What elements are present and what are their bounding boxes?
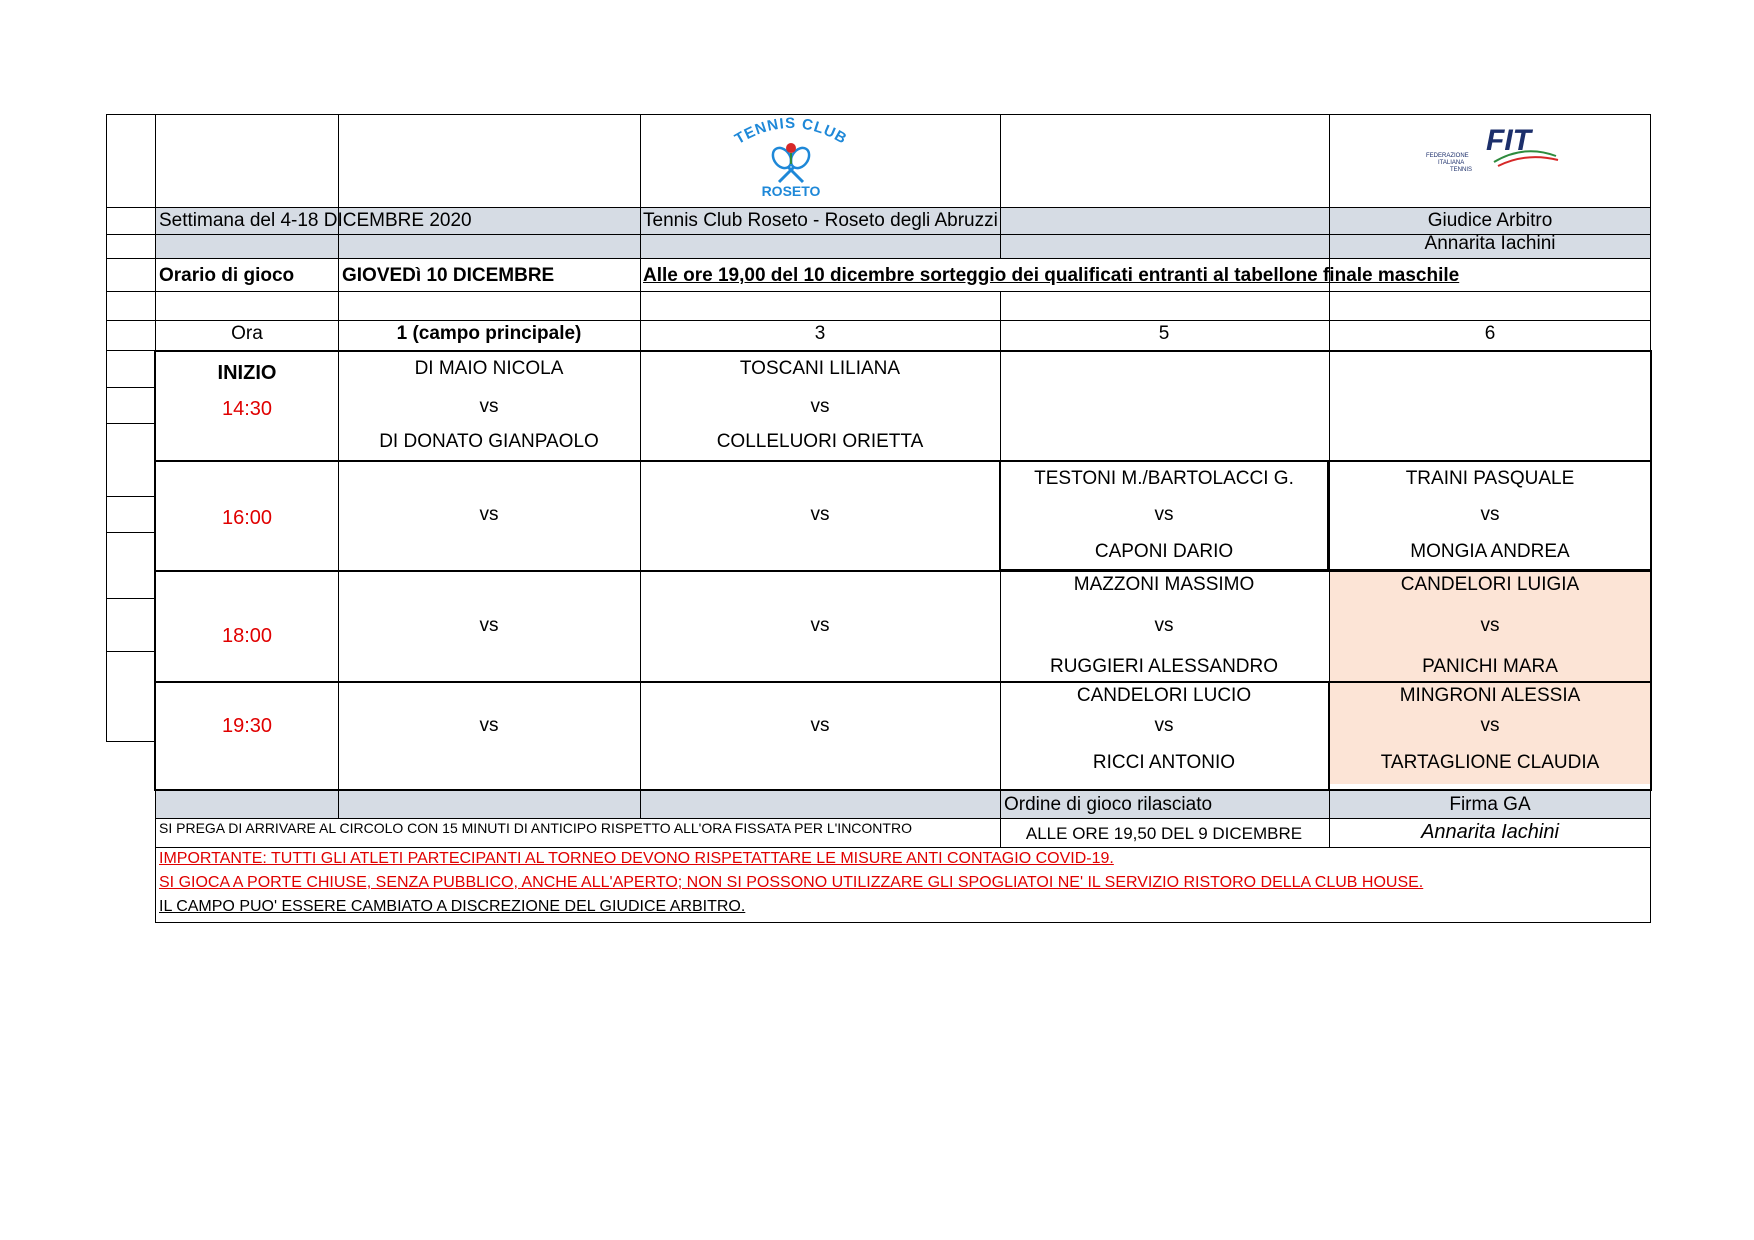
player-1: MINGRONI ALESSIA <box>1399 685 1581 706</box>
start-label: INIZIO <box>217 362 277 384</box>
player-1: CANDELORI LUCIO <box>1076 685 1252 706</box>
week-label: Settimana del 4-18 DICEMBRE 2020 <box>159 210 472 231</box>
player-2: CAPONI DARIO <box>1094 541 1234 562</box>
player-1: DI MAIO NICOLA <box>414 358 564 379</box>
vs-label: vs <box>1480 615 1500 636</box>
player-1: TOSCANI LILIANA <box>739 358 901 379</box>
covid-notice: IMPORTANTE: TUTTI GLI ATLETI PARTECIPANTI AL TORNEO DEVONO RISPETATTARE LE MISURE ANTI CONTAGIO COVID-19. <box>159 850 1114 867</box>
slot-time: 18:00 <box>221 625 273 647</box>
vs-label: vs <box>479 715 499 736</box>
svg-text:TENNIS: TENNIS <box>1450 167 1473 173</box>
player-2: PANICHI MARA <box>1422 656 1558 677</box>
col-header-time: Ora <box>231 323 263 344</box>
vs-label: vs <box>810 396 830 417</box>
judge-title: Giudice Arbitro <box>1427 210 1553 231</box>
player-1: MAZZONI MASSIMO <box>1073 574 1255 595</box>
player-1: CANDELORI LUIGIA <box>1400 574 1580 595</box>
judge-name: Annarita Iachini <box>1424 233 1556 254</box>
col-header-court6: 6 <box>1484 323 1496 344</box>
svg-text:FIT: FIT <box>1486 124 1531 157</box>
order-issued-time: ALLE ORE 19,50 DEL 9 DICEMBRE <box>1025 824 1303 843</box>
play-day: GIOVEDì 10 DICEMBRE <box>342 265 555 286</box>
club-location: Tennis Club Roseto - Roseto degli Abruzzi <box>643 210 998 231</box>
schedule-label: Orario di gioco <box>159 265 295 286</box>
vs-label: vs <box>810 504 830 525</box>
vs-label: vs <box>1154 615 1174 636</box>
vs-label: vs <box>810 615 830 636</box>
footer-band <box>155 791 1650 818</box>
vs-label: vs <box>1480 715 1500 736</box>
svg-text:ITALIANA: ITALIANA <box>1438 160 1465 166</box>
slot-time: 16:00 <box>221 507 273 529</box>
col-header-court5: 5 <box>1158 323 1170 344</box>
draw-notice: Alle ore 19,00 del 10 dicembre sorteggio dei qualificati entranti al tabellone finale maschile <box>643 265 1460 286</box>
col-header-court1: 1 (campo principale) <box>396 323 582 344</box>
closed-doors-notice: SI GIOCA A PORTE CHIUSE, SENZA PUBBLICO, ANCHE ALL'APERTO; NON SI POSSONO UTILIZZARE GLI SPOGLIATOI NE' IL SERVIZIO RISTORO DELLA CLUB HOUSE. <box>159 874 1424 891</box>
player-2: COLLELUORI ORIETTA <box>716 431 924 452</box>
arrival-note: SI PREGA DI ARRIVARE AL CIRCOLO CON 15 MINUTI DI ANTICIPO RISPETTO ALL'ORA FISSATA PER L'INCONTRO <box>159 820 912 836</box>
col-header-court3: 3 <box>814 323 826 344</box>
slot-time: 14:30 <box>221 398 273 420</box>
slot-time: 19:30 <box>221 715 273 737</box>
player-1: TRAINI PASQUALE <box>1405 468 1575 489</box>
player-2: RICCI ANTONIO <box>1092 752 1236 773</box>
svg-text:ROSETO: ROSETO <box>761 183 821 199</box>
vs-label: vs <box>1480 504 1500 525</box>
vs-label: vs <box>1154 504 1174 525</box>
svg-text:TENNIS CLUB: TENNIS CLUB <box>731 116 851 148</box>
player-2: MONGIA ANDREA <box>1410 541 1570 562</box>
player-2: DI DONATO GIANPAOLO <box>379 431 599 452</box>
fit-federation-logo <box>1424 124 1564 176</box>
vs-label: vs <box>810 715 830 736</box>
referee-signature: Annarita Iachini <box>1421 821 1559 843</box>
player-2: RUGGIERI ALESSANDRO <box>1049 656 1279 677</box>
vs-label: vs <box>479 396 499 417</box>
court-change-notice: IL CAMPO PUO' ESSERE CAMBIATO A DISCREZIONE DEL GIUDICE ARBITRO. <box>159 898 746 915</box>
player-2: TARTAGLIONE CLAUDIA <box>1380 752 1600 773</box>
player-1: TESTONI M./BARTOLACCI G. <box>1034 468 1294 489</box>
svg-text:FEDERAZIONE: FEDERAZIONE <box>1426 153 1469 159</box>
tennis-club-roseto-logo <box>726 116 856 202</box>
order-issued-label: Ordine di gioco rilasciato <box>1004 794 1213 815</box>
vs-label: vs <box>479 615 499 636</box>
signature-label: Firma GA <box>1449 794 1531 815</box>
vs-label: vs <box>479 504 499 525</box>
vs-label: vs <box>1154 715 1174 736</box>
